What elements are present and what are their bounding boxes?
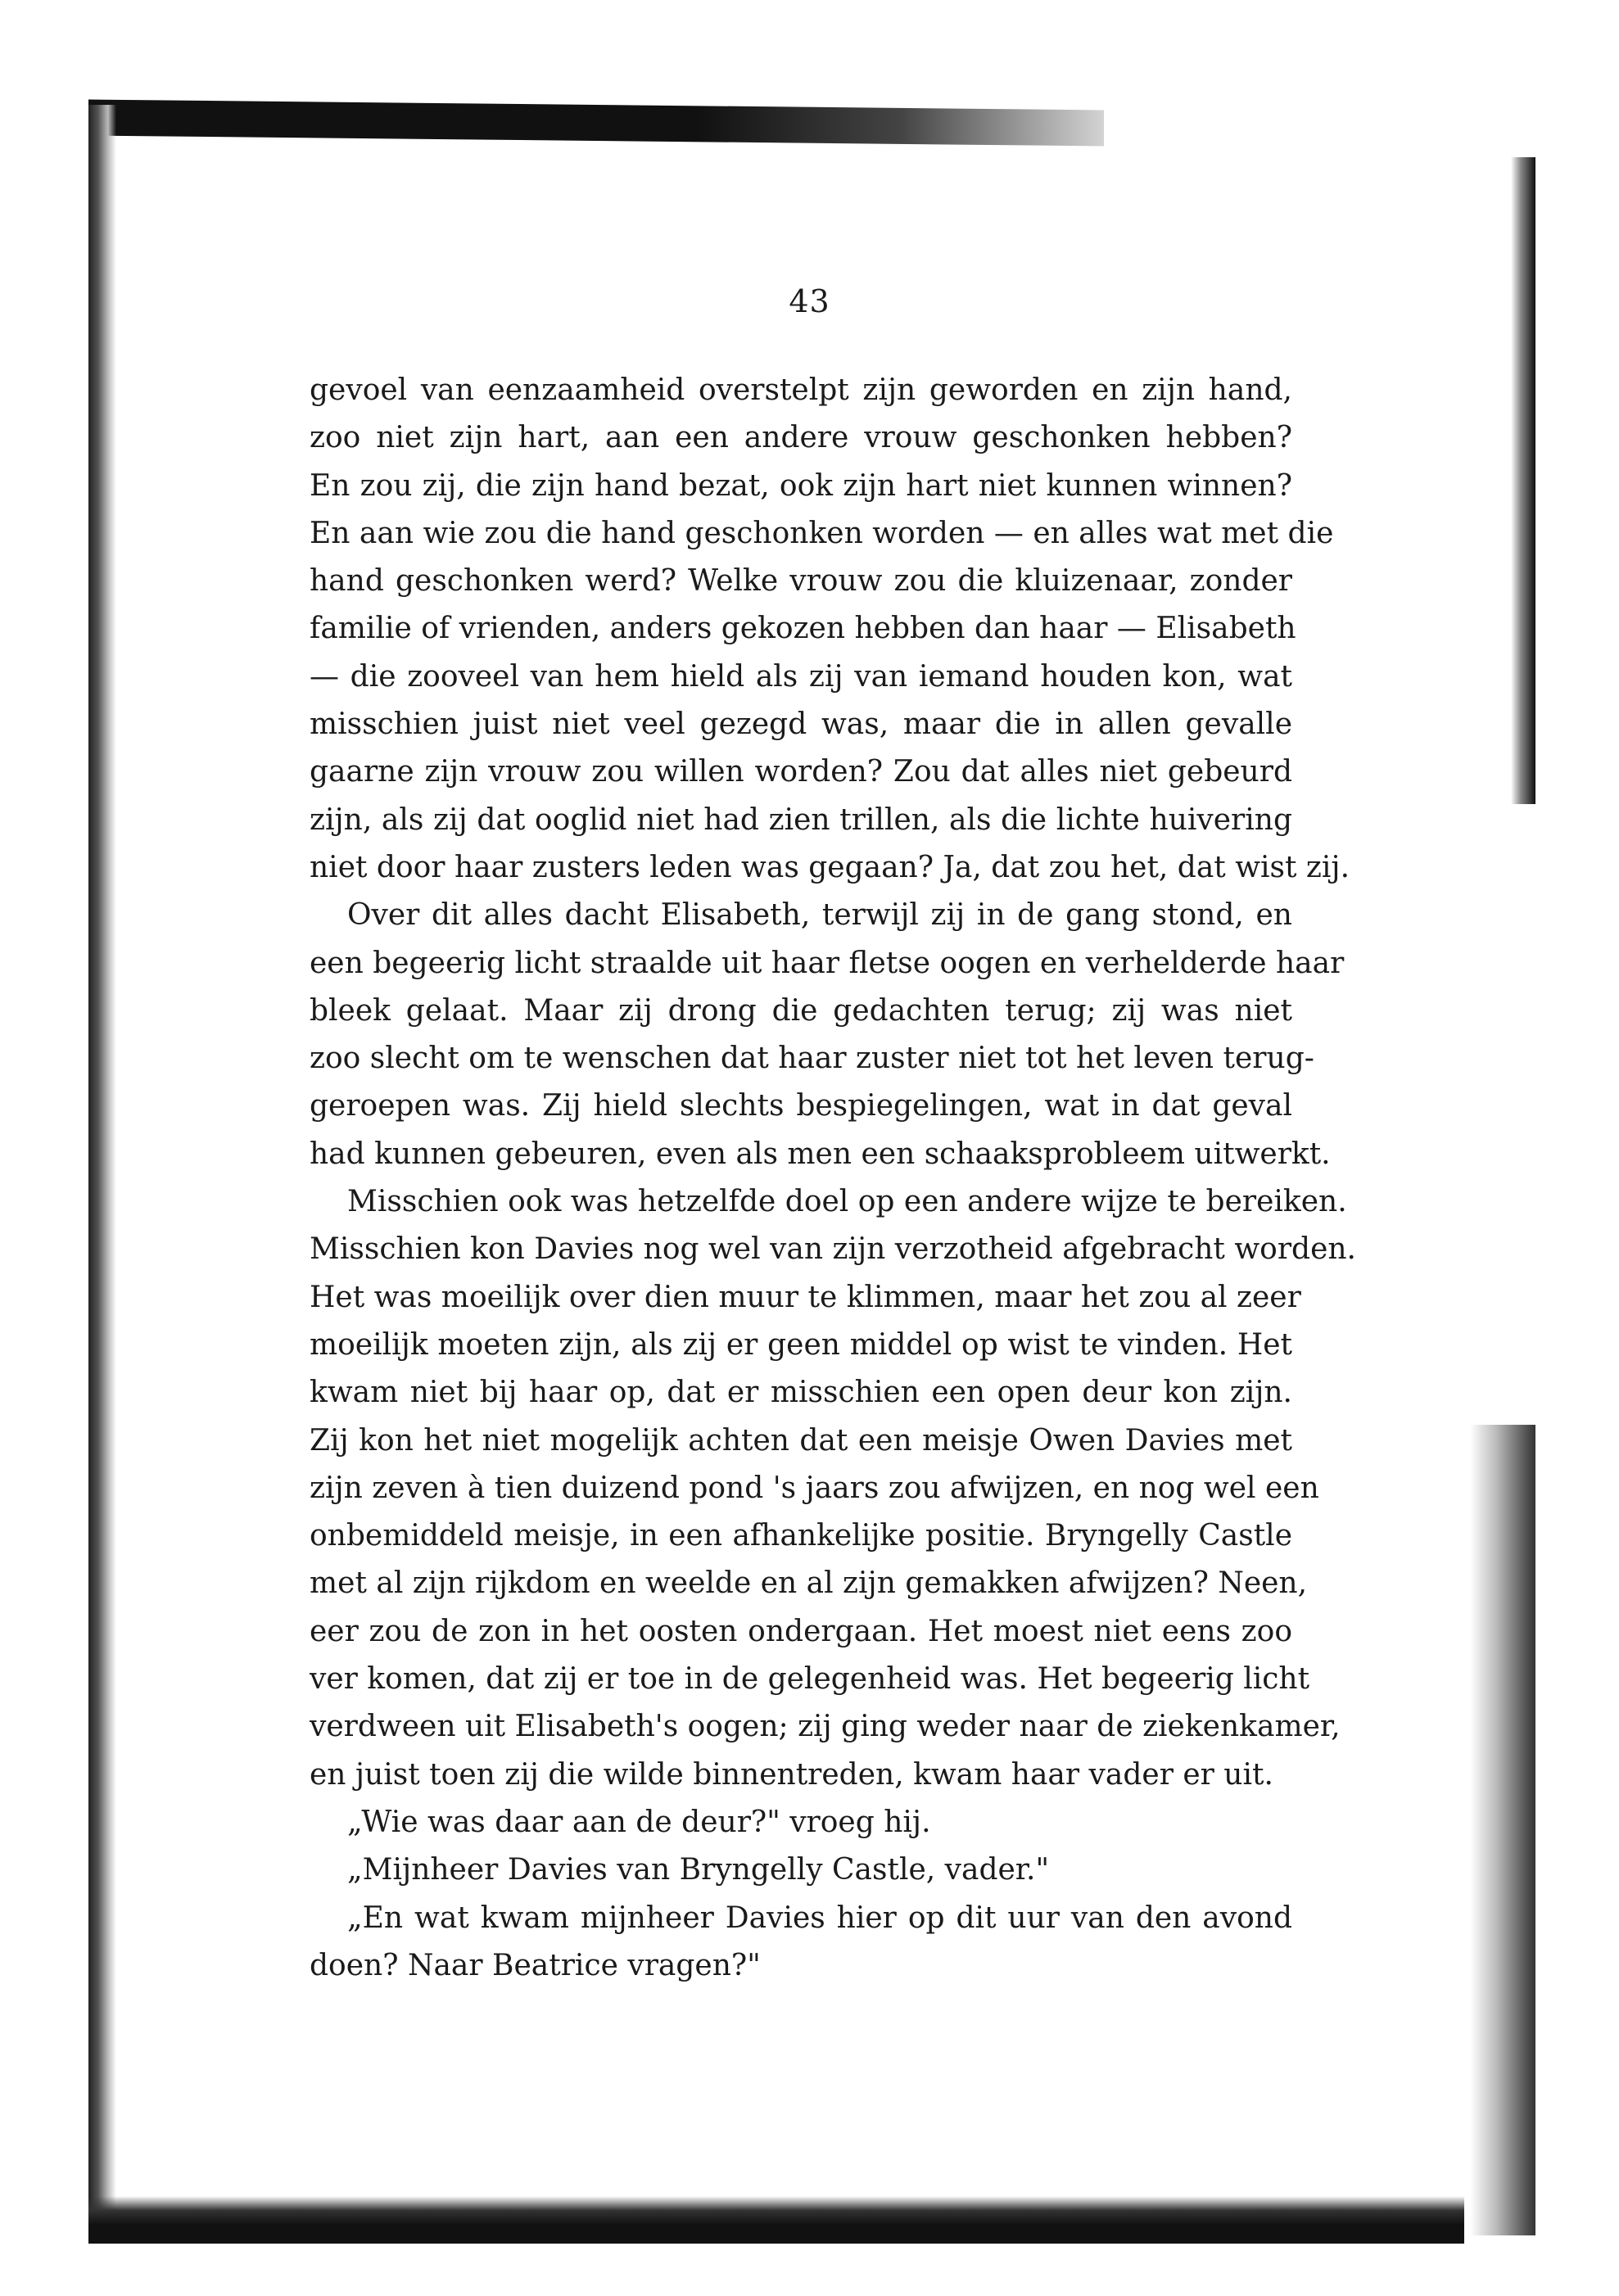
text-line: onbemiddeld meisje, in een afhankelijke positie. Bryngelly Castle (310, 1519, 1292, 1553)
paragraph-start-line: Misschien ook was hetzelfde doel op een andere wijze te bereiken. (347, 1185, 1347, 1219)
scan-frame-bottom (88, 2196, 1464, 2244)
dialogue-line: „Wie was daar aan de deur?" vroeg hij. (347, 1805, 931, 1839)
scan-frame-top (88, 100, 1104, 147)
scan-frame-left (88, 105, 116, 2217)
text-line: Zij kon het niet mogelijk achten dat een meisje Owen Davies met (310, 1423, 1292, 1458)
text-line: zoo niet zijn hart, aan een andere vrouw geschonken hebben? (310, 421, 1292, 455)
text-line: verdween uit Elisabeth's oogen; zij ging weder naar de ziekenkamer, (310, 1710, 1341, 1744)
paragraph-start-line: Over dit alles dacht Elisabeth, terwijl zij in de gang stond, en (347, 898, 1292, 933)
text-line: — die zooveel van hem hield als zij van iemand houden kon, wat (310, 659, 1292, 694)
body-text (310, 367, 1356, 1990)
text-line: Misschien kon Davies nog wel van zijn verzotheid afgebracht worden. (310, 1232, 1356, 1267)
text-line: en juist toen zij die wilde binnentreden, kwam haar vader er uit. (310, 1757, 1273, 1792)
text-line: niet door haar zusters leden was gegaan? Ja, dat zou het, dat wist zij. (310, 850, 1350, 884)
text-line: ver komen, dat zij er toe in de gelegenheid was. Het begeerig licht (310, 1662, 1310, 1697)
scan-frame-right-bottom (1470, 1425, 1535, 2235)
dialogue-line: „Mijnheer Davies van Bryngelly Castle, vader." (347, 1853, 1050, 1887)
text-line: zijn zeven à tien duizend pond 's jaars zou afwijzen, en nog wel een (310, 1471, 1319, 1505)
text-line: misschien juist niet veel gezegd was, maar die in allen gevalle (310, 707, 1292, 742)
text-line: familie of vrienden, anders gekozen hebben dan haar — Elisabeth (310, 612, 1296, 646)
text-line: Het was moeilijk over dien muur te klimmen, maar het zou al zeer (310, 1280, 1301, 1314)
text-line: doen? Naar Beatrice vragen?" (310, 1948, 761, 1982)
text-line: eer zou de zon in het oosten ondergaan. Het moest niet eens zoo (310, 1614, 1292, 1648)
text-line: hand geschonken werd? Welke vrouw zou die kluizenaar, zonder (310, 564, 1292, 599)
text-line: moeilijk moeten zijn, als zij er geen middel op wist te vinden. Het (310, 1327, 1292, 1362)
text-line: En aan wie zou die hand geschonken worden — en alles wat met die (310, 516, 1334, 550)
text-line: had kunnen gebeuren, even als men een schaaksprobleem uitwerkt. (310, 1137, 1331, 1171)
text-line: En zou zij, die zijn hand bezat, ook zijn hart niet kunnen winnen? (310, 468, 1292, 503)
text-line: gevoel van eenzaamheid overstelpt zijn geworden en zijn hand, (310, 373, 1292, 407)
scan-frame-right-top (1511, 157, 1535, 804)
text-line: zijn, als zij dat ooglid niet had zien trillen, als die lichte huivering (310, 802, 1292, 837)
dialogue-line: „En wat kwam mijnheer Davies hier op dit uur van den avond (347, 1901, 1292, 1935)
text-line: kwam niet bij haar op, dat er misschien een open deur kon zijn. (310, 1376, 1292, 1410)
page-number: 43 (789, 283, 830, 319)
text-line: met al zijn rijkdom en weelde en al zijn gemakken afwijzen? Neen, (310, 1566, 1308, 1601)
text-line: zoo slecht om te wenschen dat haar zuster niet tot het leven terug- (310, 1042, 1314, 1076)
text-line: gaarne zijn vrouw zou willen worden? Zou dat alles niet gebeurd (310, 755, 1292, 789)
text-line: bleek gelaat. Maar zij drong die gedachten terug; zij was niet (310, 993, 1292, 1028)
text-line: een begeerig licht straalde uit haar fletse oogen en verhelderde haar (310, 946, 1345, 980)
text-line: geroepen was. Zij hield slechts bespiegelingen, wat in dat geval (310, 1089, 1292, 1123)
